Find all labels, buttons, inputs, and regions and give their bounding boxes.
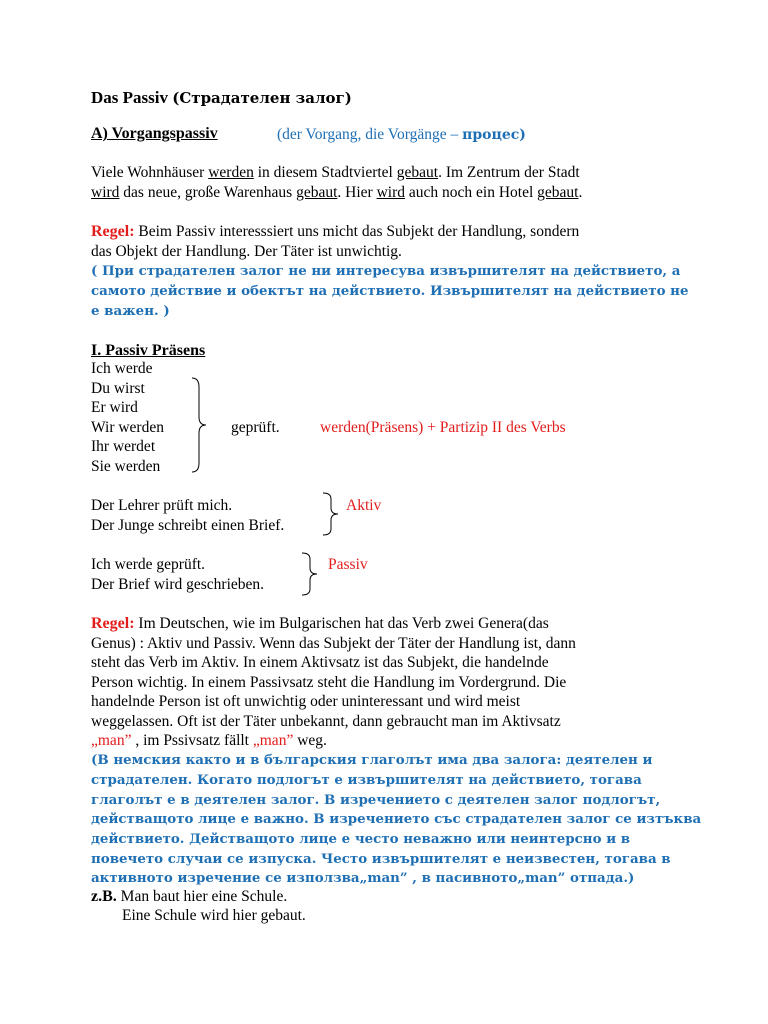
example-a-line-2 [91,183,582,203]
example-sentence-passive: Eine Schule wird hier gebaut. [122,907,306,924]
zb-label: z.B. [91,888,117,905]
conjugation-form: Wir werden [91,419,164,436]
regel-1-bulgarian-2: самото действие и обектът на действието. Извършителят на действието не [91,283,689,299]
example-a-line-1 [91,163,580,183]
conjugation-form: Ich werde [91,360,153,377]
passiv-praesens-heading-line [91,341,205,361]
section-a-note [277,125,526,146]
text-segment: . [578,184,583,201]
conjugation-form: Du wirst [91,380,145,397]
underlined-verb: werden [208,164,254,181]
text-segment: das neue, große Warenhaus [119,184,297,201]
passiv-example-1: Ich werde geprüft. [91,556,206,573]
passiv-praesens-heading: I. Passiv Präsens [91,342,206,359]
underlined-verb: gebaut [296,184,338,201]
aktiv-example-2: Der Junge schreibt einen Brief. [91,517,285,534]
example-line-1 [91,887,287,907]
regel-1-line-1 [91,222,579,242]
conjugation-form: Er wird [91,399,138,416]
section-a-note-german: (der Vorgang, die Vorgänge – [277,126,459,143]
regel-1-bulgarian-3: е важен. ) [91,303,170,319]
regel-2-text: Im Deutschen, wie im Bulgarischen hat das Verb zwei Genera(das [138,615,549,632]
text-segment: . Im Zentrum der Stadt [438,164,580,181]
passiv-formula: werden(Präsens) + Partizip II des Verbs [320,419,566,436]
regel-1-bulgarian-1: ( При страдателен залог не ни интересува извършителят на действието, а [91,263,681,279]
regel-2-line: Genus) : Aktiv und Passiv. Wenn das Subjekt der Täter der Handlung ist, dann [91,635,576,652]
regel-2-bulgarian: активното изречение се използва„man” , в пасивното„man” отпада.) [91,870,635,886]
regel-2-line-1 [91,614,549,634]
text-segment: weg. [293,732,327,749]
regel-2-bulgarian: (В немския както и в българския глаголът има два залога: деятелен и [91,752,653,768]
regel-2-line: handelnde Person ist oft unwichtig oder uninteressant und wird meist [91,693,521,710]
example-sentence-active: Man baut hier eine Schule. [116,888,288,905]
text-segment: in diesem Stadtviertel [253,164,397,181]
man-highlight: „man” [252,732,294,749]
regel-1-text: Beim Passiv interesssiert uns micht das Subjekt der Handlung, sondern [138,223,580,240]
regel-2-bulgarian: страдателен. Когато подлогът е извършителят на действието, тогава [91,772,642,788]
regel-2-label: Regel: [91,615,135,632]
regel-2-line: weggelassen. Oft ist der Täter unbekannt, dann gebraucht man im Aktivsatz [91,713,561,730]
regel-1-label: Regel: [91,223,135,240]
regel-2-line: steht das Verb im Aktiv. In einem Aktivsatz ist das Subjekt, die handelnde [91,654,549,671]
underlined-verb: wird [91,184,120,201]
regel-2-bulgarian: действието. Действащото лице е често неважно или неинтерсно и в [91,831,631,847]
participle: geprüft. [231,419,280,436]
passiv-example-2: Der Brief wird geschrieben. [91,576,265,593]
underlined-verb: gebaut [396,164,439,181]
title-german: Das Passiv [91,88,168,107]
passiv-label: Passiv [328,556,368,573]
regel-2-line: Person wichtig. In einem Passivsatz steht die Handlung im Vordergrund. Die [91,674,567,691]
regel-2-bulgarian: повечето случаи се изпуска. Често извършителят е неизвестен, тогава в [91,851,671,867]
text-segment: auch noch ein Hotel [405,184,538,201]
conjugation-form: Ihr werdet [91,438,156,455]
text-segment: , im Pssivsatz fällt [131,732,253,749]
section-a-heading-line [91,124,218,144]
regel-2-bulgarian: глаголът е в деятелен залог. В изречението с деятелен залог подлогът, [91,792,661,808]
aktiv-label: Aktiv [346,497,382,514]
aktiv-example-1: Der Lehrer prüft mich. [91,497,233,514]
regel-2-last-line [91,731,327,751]
text-segment: Viele Wohnhäuser [91,164,209,181]
section-a-heading: A) Vorgangspassiv [91,125,218,142]
right-brace-icon [320,492,340,536]
underlined-verb: wird [376,184,405,201]
title-bulgarian: (Страдателен залог) [172,89,352,107]
man-highlight: „man” [91,732,132,749]
underlined-verb: gebaut [537,184,579,201]
conjugation-form: Sie werden [91,458,161,475]
right-brace-icon [190,377,208,473]
page-title [91,88,352,109]
regel-2-bulgarian: действащото лице е важно. В изречението със страдателен залог се изтъква [91,811,702,827]
section-a-note-bulgarian: процес) [462,127,526,143]
regel-1-line-2: das Objekt der Handlung. Der Täter ist unwichtig. [91,243,402,260]
text-segment: . Hier [337,184,377,201]
right-brace-icon [299,552,319,596]
